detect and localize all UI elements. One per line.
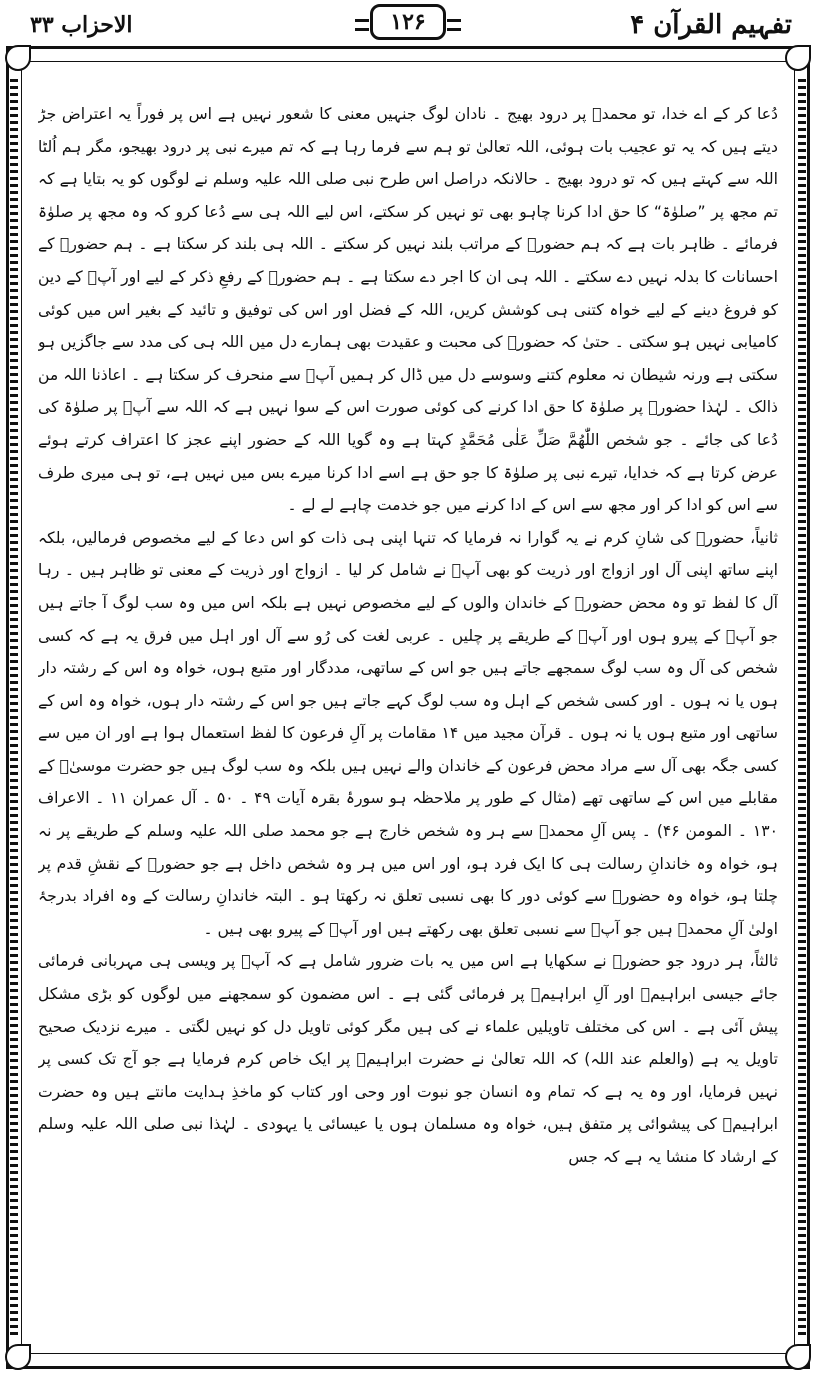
border-pattern-left (10, 79, 18, 1336)
border-pattern-right (798, 79, 806, 1336)
surah-reference: الاحزاب ۳۳ (30, 12, 133, 38)
corner-ornament-top-left (5, 45, 31, 71)
paragraph-second: ثانیاً، حضورؐ کی شانِ کرم نے یہ گوارا نہ فرمایا کہ تنہا اپنی ہی ذات کو اس دعا کے لیے مخصوص فرمالیں، بلکہ اپنے ساتھ اپنی آل اور ازواج اور ذریت کو بھی آپؐ نے شامل کر لیا ۔ ازواج اور ذریت کے معنی تو ظاہر ہیں ۔ رہا آل کا لفظ تو وہ محض حضورؐ کے خاندان والوں کے لیے مخصوص نہیں ہے بلکہ اس میں وہ سب لوگ آ جاتے ہیں جو آپؐ کے پیرو ہوں اور آپؐ کے طریقے پر چلیں ۔ عربی لغت کی رُو سے آل اور اہل میں فرق یہ ہے کہ کسی شخص کی آل وہ سب لوگ سمجھے جاتے ہیں جو اس کے ساتھی، مددگار اور متبع ہوں، خواہ وہ اس کے رشتہ دار ہوں یا نہ ہوں ۔ اور کسی شخص کے اہل وہ سب لوگ کہے جاتے ہیں جو اس کے رشتہ دار ہوں، خواہ وہ اس کے ساتھی اور متبع ہوں یا نہ ہوں ۔ قرآن مجید میں ۱۴ مقامات پر آلِ فرعون کا لفظ استعمال ہوا ہے اور ان میں سے کسی جگہ بھی آل سے مراد محض فرعون کے خاندان والے نہیں ہیں بلکہ وہ سب لوگ ہیں جو حضرت موسیٰؑ کے مقابلے میں اس کے ساتھی تھے (مثال کے طور پر ملاحظہ ہو سورۂ بقرہ آیات ۴۹ ۔ ۵۰ ۔ آل عمران ۱۱ ۔ الاعراف ۱۳۰ ۔ المومن ۴۶) ۔ پس آلِ محمدؐ سے ہر وہ شخص خارج ہے جو محمد صلی اللہ علیہ وسلم کے طریقے پر نہ ہو، خواہ وہ خاندانِ رسالت ہی کا ایک فرد ہو، اور اس میں ہر وہ شخص داخل ہے جو حضورؐ کے نقشِ قدم پر چلتا ہو، خواہ وہ حضورؐ سے کوئی دور کا بھی نسبی تعلق نہ رکھتا ہو ۔ البتہ خاندانِ رسالت کے وہ افراد بدرجۂ اولیٰ آلِ محمدؐ ہیں جو آپؐ سے نسبی تعلق بھی رکھتے ہیں اور آپؐ کے پیرو بھی ہیں ۔ (38, 528, 778, 938)
commentary-body (38, 98, 778, 1353)
corner-ornament-bottom-right (785, 1344, 811, 1370)
paragraph-first: دُعا کر کے اے خدا، تو محمدؐ پر درود بھیج ۔ نادان لوگ جنہیں معنی کا شعور نہیں ہے اس پر فوراً یہ اعتراض جڑ دیتے ہیں کہ یہ تو عجیب بات ہوئی، اللہ تعالیٰ تو ہم سے فرما رہا ہے کہ تم میرے نبی پر درود بھیجو، مگر ہم اُلٹا اللہ سے کہتے ہیں کہ تو درود بھیج ۔ حالانکہ دراصل اس طرح نبی صلی اللہ علیہ وسلم نے لوگوں کو یہ بتایا ہے کہ تم مجھ پر ”صلوٰۃ“ کا حق ادا کرنا چاہو بھی تو نہیں کر سکتے، اس لیے اللہ ہی سے دُعا کرو کہ وہ مجھ پر صلوٰۃ فرمائے ۔ ظاہر بات ہے کہ ہم حضورؐ کے مراتب بلند نہیں کر سکتے ۔ اللہ ہی بلند کر سکتا ہے ۔ ہم حضورؐ کے احسانات کا بدلہ نہیں دے سکتے ۔ اللہ ہی ان کا اجر دے سکتا ہے ۔ ہم حضورؐ کے رفعِ ذکر کے لیے اور آپؐ کے دین کو فروغ دینے کے لیے خواہ کتنی ہی کوشش کریں، اللہ کے فضل اور اس کی توفیق و تائید کے بغیر اس میں کوئی کامیابی نہیں ہو سکتی ۔ حتیٰ کہ حضورؐ کی محبت و عقیدت بھی ہمارے دل میں اللہ ہی کی مدد سے جاگزیں ہو سکتی ہے ورنہ شیطان نہ معلوم کتنے وسوسے دل میں ڈال کر ہمیں آپؐ سے منحرف کر سکتا ہے ۔ اعاذنا اللہ من ذالک ۔ لہٰذا حضورؐ پر صلوٰۃ کا حق ادا کرنے کی کوئی صورت اس کے سوا نہیں ہے کہ اللہ سے آپؐ پر صلوٰۃ کی دُعا کی جائے ۔ جو شخص اللّٰھُمَّ صَلِّ عَلٰی مُحَمَّدٍ کہتا ہے وہ گویا اللہ کے حضور اپنے عجز کا اعتراف کرتے ہوئے عرض کرتا ہے کہ خدایا، تیرے نبی پر صلوٰۃ کا جو حق ہے اسے ادا کرنا میرے بس میں نہیں ہے، تو ہی میری طرف سے اس کو ادا کر اور مجھ سے اس کے ادا کرنے میں جو خدمت چاہے لے لے ۔ (38, 105, 778, 515)
paragraph-third: ثالثاً، ہر درود جو حضورؐ نے سکھایا ہے اس میں یہ بات ضرور شامل ہے کہ آپؐ پر ویسی ہی مہربانی فرمائی جائے جیسی ابراہیمؑ اور آلِ ابراہیمؑ پر فرمائی گئی ہے ۔ اس مضمون کو سمجھنے میں لوگوں کو بڑی مشکل پیش آئی ہے ۔ اس کی مختلف تاویلیں علماء نے کی ہیں مگر کوئی تاویل دل کو نہیں لگتی ۔ میرے نزدیک صحیح تاویل یہ ہے (والعلم عند اللہ) کہ اللہ تعالیٰ نے حضرت ابراہیمؑ پر ایک خاص کرم فرمایا ہے جو آج تک کسی پر نہیں فرمایا، اور وہ یہ ہے کہ تمام وہ انسان جو نبوت اور وحی اور کتاب کو ماخذِ ہدایت مانتے ہیں وہ حضرت ابراہیمؑ کی پیشوائی پر متفق ہیں، خواہ وہ مسلمان ہوں یا عیسائی یا یہودی ۔ لہٰذا نبی صلی اللہ علیہ وسلم کے ارشاد کا منشا یہ ہے کہ جس (38, 952, 778, 1166)
page-header (0, 0, 816, 46)
book-title: تفہیم القرآن ۴ (630, 10, 792, 40)
page-number (370, 4, 446, 40)
corner-ornament-bottom-left (5, 1344, 31, 1370)
corner-ornament-top-right (785, 45, 811, 71)
page-number-text: ۱۲۶ (390, 9, 426, 35)
